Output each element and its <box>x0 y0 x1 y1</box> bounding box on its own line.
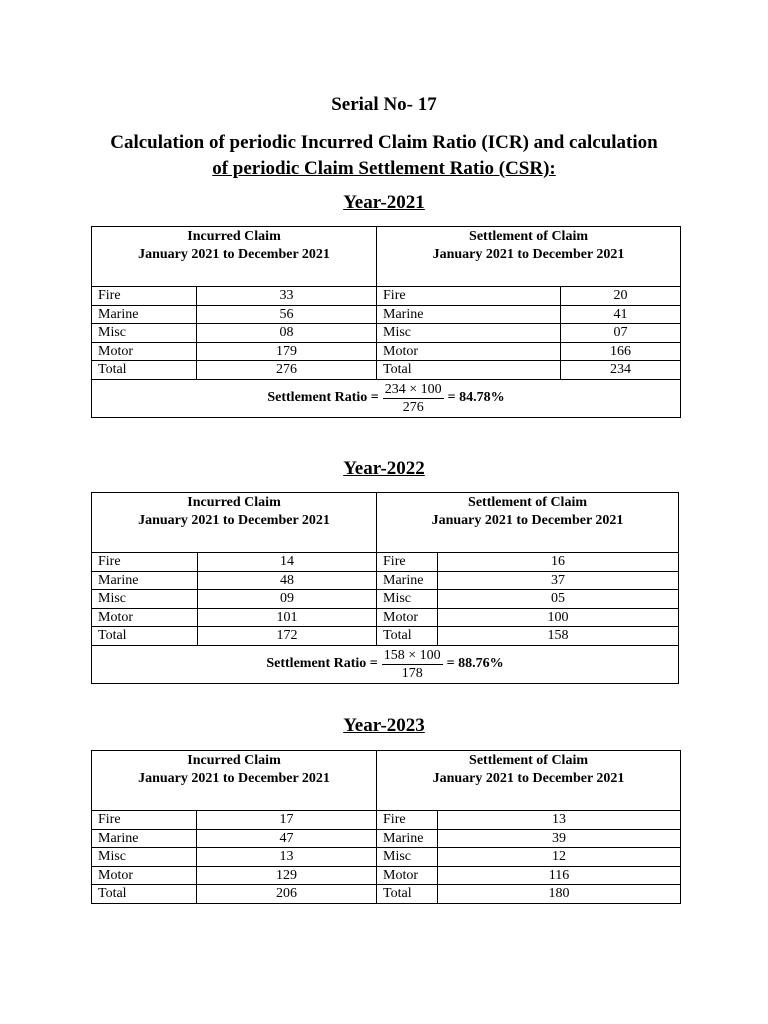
settlement-value: 12 <box>438 848 681 867</box>
table-row <box>92 866 681 885</box>
table-row-total <box>92 885 681 904</box>
settlement-ratio-label: Settlement Ratio = <box>267 390 379 406</box>
incurred-value: 17 <box>197 811 377 830</box>
settlement-claim-title: Settlement of Claim <box>468 495 587 510</box>
settlement-claim-period: January 2021 to December 2021 <box>432 247 625 262</box>
incurred-category: Motor <box>92 342 197 361</box>
table-row-total <box>92 627 679 646</box>
ratio-numerator: 158 × 100 <box>383 647 441 663</box>
incurred-claim-header <box>92 493 377 553</box>
incurred-category: Fire <box>92 553 198 572</box>
settlement-value: 41 <box>561 305 681 324</box>
settlement-category: Fire <box>377 553 438 572</box>
settlement-ratio-cell <box>92 379 681 417</box>
incurred-value: 129 <box>197 866 377 885</box>
settlement-category: Marine <box>377 829 438 848</box>
incurred-claim-header <box>92 227 377 287</box>
incurred-category: Fire <box>92 287 197 306</box>
table-row <box>92 342 681 361</box>
incurred-value: 276 <box>197 361 377 380</box>
settlement-value: 100 <box>438 608 679 627</box>
incurred-category: Marine <box>92 829 197 848</box>
document-title <box>0 130 768 182</box>
table-row <box>92 305 681 324</box>
settlement-claim-header <box>377 751 681 811</box>
settlement-value: 37 <box>438 571 679 590</box>
table-row <box>92 608 679 627</box>
incurred-value: 08 <box>197 324 377 343</box>
settlement-value: 234 <box>561 361 681 380</box>
ratio-result: = 88.76% <box>446 656 504 672</box>
settlement-category: Total <box>377 361 561 380</box>
settlement-category: Fire <box>377 811 438 830</box>
incurred-category: Motor <box>92 608 198 627</box>
year-heading-2022: Year-2022 <box>343 458 425 479</box>
table-row <box>92 829 681 848</box>
settlement-ratio-cell <box>92 645 679 683</box>
title-line-2: of periodic Claim Settlement Ratio (CSR): <box>212 158 556 179</box>
year-heading-2023: Year-2023 <box>343 715 425 736</box>
incurred-claim-period: January 2021 to December 2021 <box>138 513 330 528</box>
claims-table-2021 <box>91 226 681 418</box>
incurred-value: 56 <box>197 305 377 324</box>
ratio-numerator: 234 × 100 <box>384 381 442 397</box>
settlement-ratio-label: Settlement Ratio = <box>266 656 378 672</box>
year-heading-2021: Year-2021 <box>343 192 425 213</box>
incurred-claim-period: January 2021 to December 2021 <box>138 247 330 262</box>
incurred-value: 09 <box>198 590 377 609</box>
settlement-category: Misc <box>377 848 438 867</box>
incurred-category: Misc <box>92 848 197 867</box>
settlement-value: 180 <box>438 885 681 904</box>
claims-table-2023 <box>91 750 681 904</box>
incurred-claim-title: Incurred Claim <box>187 753 281 768</box>
settlement-claim-title: Settlement of Claim <box>469 229 588 244</box>
table-header-row <box>92 227 681 287</box>
incurred-claim-header <box>92 751 377 811</box>
settlement-ratio-formula <box>267 381 504 416</box>
ratio-fraction <box>382 647 443 682</box>
incurred-value: 48 <box>198 571 377 590</box>
table-header-row <box>92 493 679 553</box>
settlement-category: Motor <box>377 608 438 627</box>
table-row <box>92 571 679 590</box>
settlement-claim-header <box>377 227 681 287</box>
table-row-total <box>92 361 681 380</box>
table-row <box>92 811 681 830</box>
incurred-value: 172 <box>198 627 377 646</box>
incurred-value: 33 <box>197 287 377 306</box>
settlement-value: 16 <box>438 553 679 572</box>
ratio-denominator: 178 <box>401 665 423 681</box>
settlement-claim-period: January 2021 to December 2021 <box>432 771 625 786</box>
settlement-ratio-row <box>92 645 679 683</box>
settlement-category: Total <box>377 627 438 646</box>
settlement-value: 116 <box>438 866 681 885</box>
settlement-value: 20 <box>561 287 681 306</box>
settlement-value: 05 <box>438 590 679 609</box>
title-line-1: Calculation of periodic Incurred Claim Ratio (ICR) and calculation <box>110 132 658 153</box>
incurred-category: Misc <box>92 324 197 343</box>
settlement-category: Motor <box>377 342 561 361</box>
settlement-category: Motor <box>377 866 438 885</box>
settlement-category: Marine <box>377 305 561 324</box>
settlement-category: Fire <box>377 287 561 306</box>
incurred-claim-period: January 2021 to December 2021 <box>138 771 330 786</box>
incurred-claim-title: Incurred Claim <box>187 229 281 244</box>
settlement-ratio-formula <box>266 647 503 682</box>
incurred-category: Total <box>92 885 197 904</box>
settlement-category: Total <box>377 885 438 904</box>
settlement-value: 39 <box>438 829 681 848</box>
incurred-category: Misc <box>92 590 198 609</box>
table-header-row <box>92 751 681 811</box>
table-row <box>92 553 679 572</box>
settlement-ratio-row <box>92 379 681 417</box>
table-row <box>92 287 681 306</box>
incurred-value: 47 <box>197 829 377 848</box>
ratio-result: = 84.78% <box>447 390 505 406</box>
ratio-denominator: 276 <box>402 399 424 415</box>
incurred-value: 14 <box>198 553 377 572</box>
settlement-claim-header <box>377 493 679 553</box>
settlement-category: Marine <box>377 571 438 590</box>
settlement-category: Misc <box>377 590 438 609</box>
incurred-category: Total <box>92 361 197 380</box>
settlement-category: Misc <box>377 324 561 343</box>
claims-table-2022 <box>91 492 679 684</box>
table-row <box>92 590 679 609</box>
incurred-category: Marine <box>92 571 198 590</box>
settlement-value: 158 <box>438 627 679 646</box>
table-row <box>92 848 681 867</box>
table-row <box>92 324 681 343</box>
incurred-category: Total <box>92 627 198 646</box>
serial-number: Serial No- 17 <box>331 94 437 115</box>
incurred-value: 101 <box>198 608 377 627</box>
incurred-value: 179 <box>197 342 377 361</box>
incurred-category: Motor <box>92 866 197 885</box>
settlement-value: 07 <box>561 324 681 343</box>
incurred-claim-title: Incurred Claim <box>187 495 281 510</box>
ratio-fraction <box>383 381 444 416</box>
incurred-category: Fire <box>92 811 197 830</box>
settlement-value: 13 <box>438 811 681 830</box>
settlement-claim-period: January 2021 to December 2021 <box>431 513 624 528</box>
incurred-value: 206 <box>197 885 377 904</box>
settlement-claim-title: Settlement of Claim <box>469 753 588 768</box>
incurred-value: 13 <box>197 848 377 867</box>
settlement-value: 166 <box>561 342 681 361</box>
incurred-category: Marine <box>92 305 197 324</box>
